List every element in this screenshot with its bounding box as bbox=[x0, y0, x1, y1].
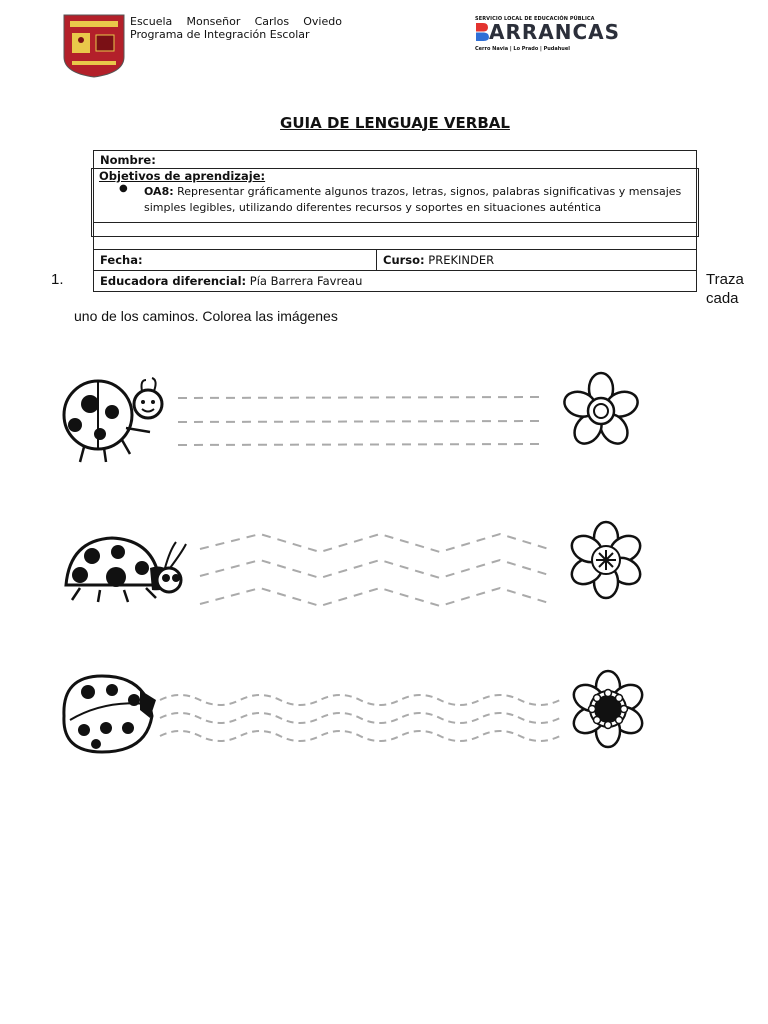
fecha-label: Fecha: bbox=[100, 253, 143, 267]
slep-caption: SERVICIO LOCAL DE EDUCACIÓN PÚBLICA bbox=[475, 16, 595, 22]
table-divider bbox=[93, 222, 697, 223]
ladybug-icon bbox=[64, 676, 156, 752]
school-word: Monseñor bbox=[186, 15, 241, 28]
curso-field bbox=[383, 253, 494, 267]
instruction-text: uno de los caminos. Colorea las imágenes bbox=[74, 308, 338, 324]
flower-icon bbox=[569, 671, 647, 747]
instruction-part: Traza bbox=[706, 271, 744, 288]
curso-label: Curso: bbox=[383, 253, 425, 267]
activity-number: 1. bbox=[51, 271, 64, 288]
educadora-field bbox=[100, 274, 362, 288]
objetivos-label-text: Objetivos de aprendizaje bbox=[99, 169, 261, 183]
curso-value: PREKINDER bbox=[424, 253, 495, 267]
objetivos-label bbox=[99, 169, 265, 183]
instruction-part: cada bbox=[706, 290, 739, 307]
slep-logo bbox=[475, 22, 620, 42]
ladybug-icon bbox=[66, 538, 186, 602]
school-word: Oviedo bbox=[303, 15, 342, 28]
trace-path-wave bbox=[160, 695, 560, 741]
tracing-exercise bbox=[0, 330, 768, 760]
flower-icon bbox=[561, 373, 641, 449]
objetivos-colon: : bbox=[260, 169, 266, 183]
oa-code: OA8: bbox=[144, 185, 174, 198]
ladybug-icon bbox=[64, 378, 162, 462]
school-word: Carlos bbox=[254, 15, 290, 28]
nombre-label: Nombre: bbox=[100, 153, 156, 167]
oa-objective bbox=[144, 184, 684, 216]
table-divider bbox=[93, 270, 697, 271]
slep-b-icon bbox=[475, 22, 489, 42]
school-word: Escuela bbox=[130, 15, 173, 28]
slep-communes: Cerro Navia | Lo Prado | Pudahuel bbox=[475, 46, 570, 52]
school-name bbox=[130, 15, 342, 28]
bullet-icon: ● bbox=[119, 183, 128, 194]
educadora-label: Educadora diferencial: bbox=[100, 274, 247, 288]
slep-name: ARRANCAS bbox=[489, 20, 621, 44]
trace-path-straight bbox=[178, 397, 545, 445]
flower-icon bbox=[567, 522, 645, 598]
trace-path-zigzag bbox=[200, 534, 552, 606]
educadora-value: Pía Barrera Favreau bbox=[246, 274, 363, 288]
table-divider-vertical bbox=[376, 249, 377, 271]
oa-description: Representar gráficamente algunos trazos, letras, signos, palabras significativas y mensajes simples legibles, utilizando diferentes recursos y soportes en situaciones auténtica bbox=[144, 185, 682, 214]
program-name: Programa de Integración Escolar bbox=[130, 28, 310, 41]
school-crest-logo bbox=[62, 13, 126, 79]
page-title: GUIA DE LENGUAJE VERBAL bbox=[280, 114, 510, 132]
